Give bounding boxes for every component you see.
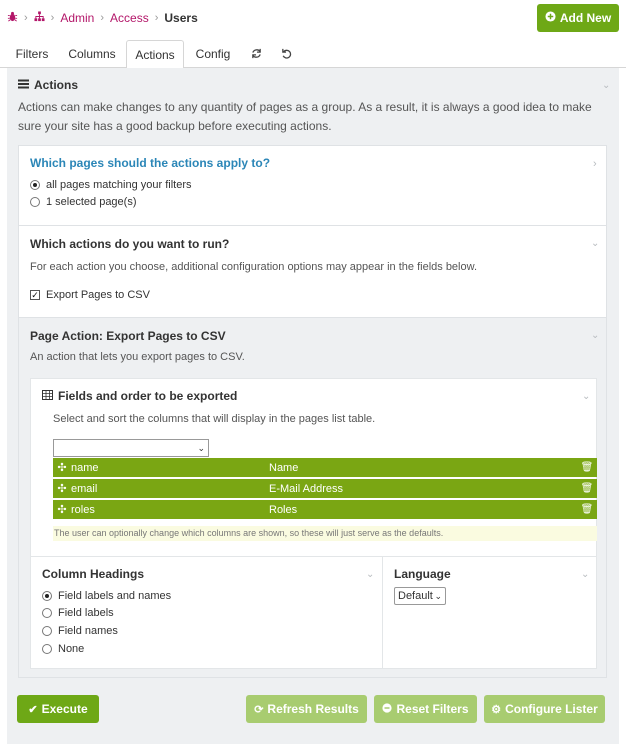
tab-bar bbox=[0, 40, 626, 68]
column-headings-section bbox=[31, 556, 383, 669]
configure-label: Configure Lister bbox=[505, 702, 598, 716]
radio-none[interactable] bbox=[42, 643, 84, 655]
actions-description: Actions can make changes to any quantity of pages as a group. As a result, it is always a good idea to make sure your site has a good backup before executing actions. bbox=[18, 100, 592, 133]
field-row-email[interactable] bbox=[53, 479, 597, 498]
radio-label: 1 selected page(s) bbox=[46, 196, 137, 208]
radio-label: None bbox=[58, 643, 85, 655]
export-csv-section bbox=[18, 317, 607, 678]
radio-labels-and-names[interactable] bbox=[42, 590, 171, 602]
chevron-down-icon: ⌄ bbox=[197, 442, 205, 453]
trash-icon[interactable]: 🗑 bbox=[580, 504, 594, 515]
language-section bbox=[383, 556, 596, 669]
breadcrumb bbox=[7, 10, 198, 26]
field-name: roles bbox=[71, 503, 95, 516]
chevron-down-icon[interactable]: ⌄ bbox=[581, 569, 590, 580]
list-icon bbox=[18, 79, 29, 92]
run-actions-title[interactable]: Which actions do you want to run? bbox=[30, 237, 230, 251]
check-icon: ✔ bbox=[28, 703, 38, 716]
tab-filters[interactable]: Filters bbox=[15, 47, 49, 61]
chevron-down-icon[interactable]: ⌄ bbox=[602, 80, 611, 91]
breadcrumb-current: Users bbox=[164, 11, 198, 25]
radio-label: Field labels bbox=[58, 607, 114, 619]
radio-label: Field labels and names bbox=[58, 590, 172, 602]
minus-circle-icon bbox=[382, 703, 392, 716]
language-select-value: Default bbox=[398, 590, 433, 602]
field-name: name bbox=[71, 461, 99, 474]
run-actions-section bbox=[18, 225, 607, 318]
refresh-icon: ⟳ bbox=[254, 703, 264, 716]
radio-button[interactable] bbox=[42, 626, 52, 636]
chevron-down-icon[interactable]: ⌄ bbox=[591, 238, 600, 249]
chevron-down-icon[interactable]: ⌄ bbox=[582, 391, 591, 402]
language-title[interactable]: Language bbox=[394, 567, 451, 581]
checkbox-label: Export Pages to CSV bbox=[46, 289, 150, 301]
chevron-down-icon[interactable]: ⌄ bbox=[366, 569, 375, 580]
breadcrumb-access[interactable]: Access bbox=[110, 11, 149, 25]
reset-label: Reset Filters bbox=[396, 702, 469, 716]
apply-pages-section bbox=[18, 145, 607, 226]
refresh-label: Refresh Results bbox=[267, 702, 359, 716]
apply-pages-title[interactable]: Which pages should the actions apply to? bbox=[30, 156, 271, 170]
radio-button[interactable] bbox=[42, 644, 52, 654]
radio-names[interactable] bbox=[42, 625, 118, 637]
actions-panel bbox=[7, 68, 619, 744]
column-headings-title[interactable]: Column Headings bbox=[42, 567, 145, 581]
execute-button[interactable] bbox=[17, 695, 99, 723]
add-field-select[interactable] bbox=[53, 439, 209, 457]
fields-order-description: Select and sort the columns that will display in the pages list table. bbox=[53, 413, 376, 425]
trash-icon[interactable]: 🗑 bbox=[580, 462, 594, 473]
field-row-roles[interactable] bbox=[53, 500, 597, 519]
sitemap-icon[interactable] bbox=[34, 11, 45, 25]
radio-selected-pages[interactable] bbox=[30, 196, 137, 208]
radio-label: Field names bbox=[58, 625, 118, 637]
radio-button[interactable] bbox=[30, 197, 40, 207]
refresh-results-button[interactable] bbox=[246, 695, 367, 723]
trash-icon[interactable]: 🗑 bbox=[580, 483, 594, 494]
columns-note: The user can optionally change which columns are shown, so these will just serve as the defaults. bbox=[53, 526, 597, 541]
radio-label: all pages matching your filters bbox=[46, 179, 192, 191]
fields-order-title-text: Fields and order to be exported bbox=[58, 389, 238, 403]
tab-config[interactable]: Config bbox=[195, 47, 231, 61]
radio-all-pages[interactable] bbox=[30, 179, 192, 191]
add-new-button[interactable] bbox=[537, 4, 619, 32]
radio-button[interactable] bbox=[42, 608, 52, 618]
undo-icon[interactable] bbox=[276, 40, 296, 68]
move-icon[interactable]: ✣ bbox=[57, 504, 67, 516]
breadcrumb-separator: › bbox=[24, 12, 28, 24]
move-icon[interactable]: ✣ bbox=[57, 462, 67, 474]
actions-title-text: Actions bbox=[34, 78, 79, 92]
breadcrumb-separator: › bbox=[154, 12, 159, 24]
field-name: email bbox=[71, 482, 98, 495]
checkbox[interactable]: ✓ bbox=[31, 290, 39, 300]
export-options-box bbox=[30, 378, 597, 669]
actions-panel-title[interactable] bbox=[18, 78, 78, 92]
reset-filters-button[interactable] bbox=[374, 695, 477, 723]
add-new-label: Add New bbox=[559, 11, 612, 25]
field-label: Name bbox=[269, 461, 299, 474]
plus-circle-icon bbox=[545, 11, 556, 25]
language-select[interactable] bbox=[394, 587, 446, 605]
execute-label: Execute bbox=[41, 702, 88, 716]
field-label: Roles bbox=[269, 503, 298, 516]
field-label: E-Mail Address bbox=[269, 482, 343, 495]
configure-lister-button[interactable] bbox=[484, 695, 605, 723]
radio-labels[interactable] bbox=[42, 607, 114, 619]
move-icon[interactable]: ✣ bbox=[57, 483, 67, 495]
chevron-down-icon[interactable]: ⌄ bbox=[591, 330, 600, 341]
radio-button[interactable] bbox=[30, 180, 40, 190]
gear-icon: ⚙ bbox=[491, 703, 502, 716]
chevron-down-icon: ⌄ bbox=[434, 590, 442, 601]
checkbox-export-csv[interactable] bbox=[30, 289, 150, 301]
refresh-icon[interactable] bbox=[246, 40, 266, 68]
run-actions-description: For each action you choose, additional configuration options may appear in the fields below. bbox=[30, 261, 478, 273]
bug-icon[interactable] bbox=[7, 11, 18, 25]
export-csv-title[interactable]: Page Action: Export Pages to CSV bbox=[30, 329, 226, 343]
breadcrumb-separator: › bbox=[100, 12, 105, 24]
breadcrumb-separator: › bbox=[50, 12, 55, 24]
table-icon bbox=[42, 389, 53, 403]
radio-button[interactable] bbox=[42, 591, 52, 601]
tab-columns[interactable]: Columns bbox=[68, 47, 116, 61]
tab-actions[interactable]: Actions bbox=[126, 40, 184, 69]
breadcrumb-admin[interactable]: Admin bbox=[60, 11, 95, 25]
fields-order-title[interactable] bbox=[42, 389, 237, 403]
chevron-right-icon[interactable]: › bbox=[593, 158, 597, 170]
export-csv-description: An action that lets you export pages to CSV. bbox=[30, 351, 245, 363]
field-row-name[interactable] bbox=[53, 458, 597, 477]
